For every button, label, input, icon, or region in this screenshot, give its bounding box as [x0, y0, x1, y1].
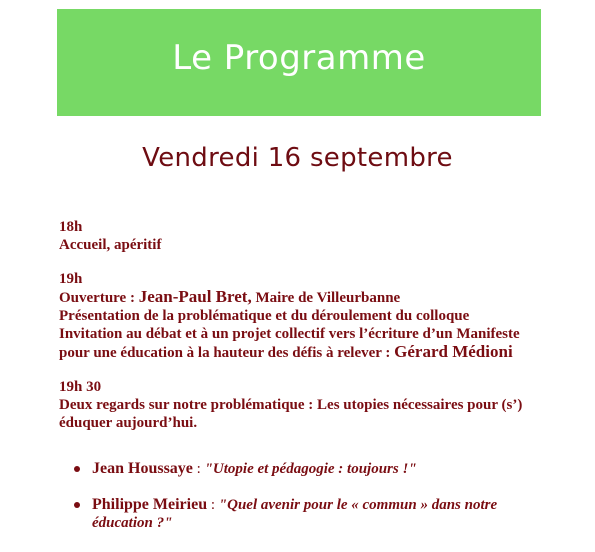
bullet-icon — [74, 466, 80, 472]
program-line: Deux regards sur notre problématique : Les utopies nécessaires pour (s’) éduquer aujourd’hui. — [59, 397, 523, 431]
separator: : — [207, 497, 219, 513]
program-line — [59, 343, 559, 362]
opening-line — [59, 288, 559, 307]
talk-title: "Quel avenir pour le « commun » dans notre éducation ?" — [92, 497, 498, 531]
speaker-name: Jean Houssaye — [92, 460, 193, 477]
program-content — [59, 218, 559, 448]
time-label: 19h — [59, 271, 83, 287]
program-line-text: pour une éducation à la hauteur des défis à relever : — [59, 345, 395, 361]
talk-title: "Utopie et pédagogie : toujours !" — [204, 461, 417, 477]
time-label: 19h 30 — [59, 379, 102, 395]
program-block-19h — [59, 270, 559, 362]
speaker-name: Philippe Meirieu — [92, 496, 208, 513]
list-item — [74, 496, 554, 532]
program-line: Invitation au débat et à un projet collectif vers l’écriture d’un Manifeste — [59, 326, 520, 342]
opening-role: Maire de Villeurbanne — [251, 290, 401, 306]
list-item — [74, 460, 554, 478]
presenter-name: Gérard Médioni — [394, 342, 513, 361]
program-block-18h — [59, 218, 559, 254]
page-title: Le Programme — [172, 37, 426, 78]
program-line: Présentation de la problématique et du déroulement du colloque — [59, 308, 470, 324]
day-heading: Vendredi 16 septembre — [142, 143, 453, 173]
opening-prefix: Ouverture : — [59, 290, 139, 306]
program-block-19h30 — [59, 378, 559, 432]
header-banner — [57, 9, 541, 116]
program-line: Accueil, apéritif — [59, 237, 162, 253]
separator: : — [192, 461, 205, 477]
speaker-list — [74, 460, 554, 550]
opening-speaker: Jean-Paul Bret, — [138, 287, 252, 306]
bullet-icon — [74, 502, 80, 508]
time-label: 18h — [59, 219, 83, 235]
